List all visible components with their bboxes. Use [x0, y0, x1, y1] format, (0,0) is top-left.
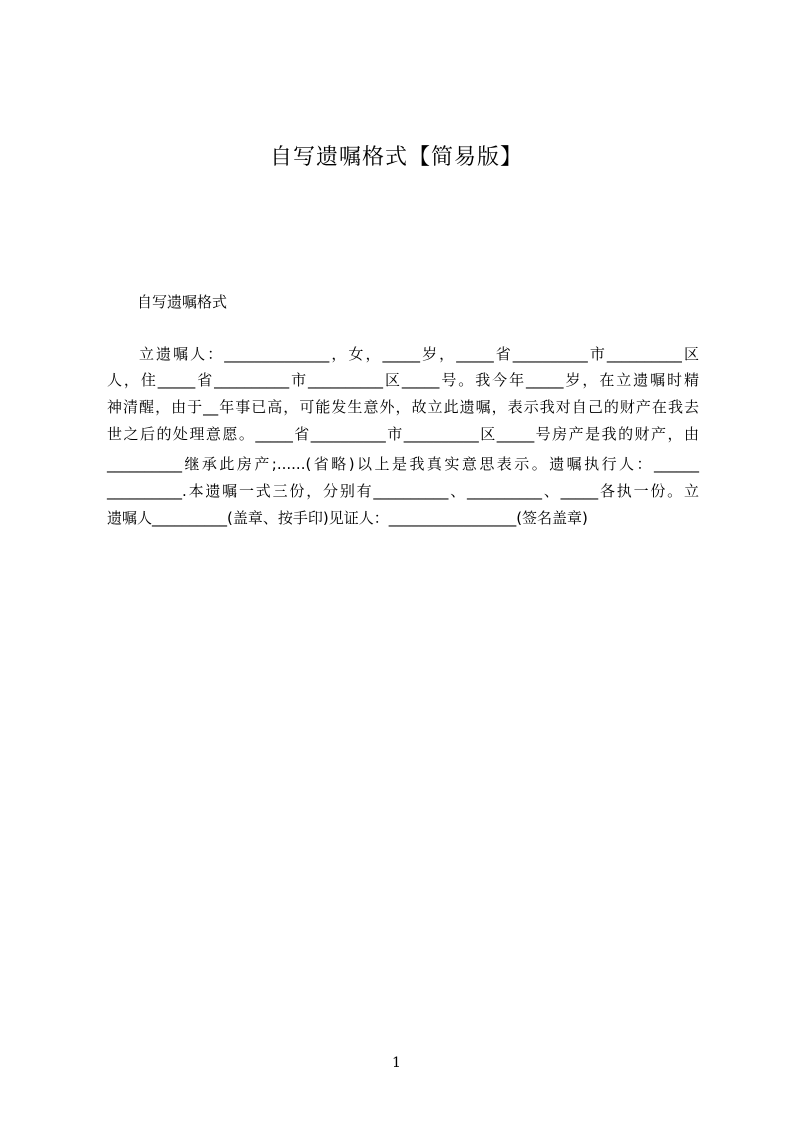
body-line: 人，住_____省__________市__________区_____号。我今年_____岁，在立遗嘱时精 [107, 371, 699, 389]
document-title: 自写遗嘱格式【简易版】 [269, 145, 523, 170]
page-number: 1 [392, 1055, 401, 1071]
body-line: 遗嘱人__________(盖章、按手印)见证人：_________________(签名盖章) [107, 509, 588, 527]
body-line: 世之后的处理意愿。_____省__________市__________区_____号房产是我的财产，由 [107, 425, 699, 443]
body-line: 立遗嘱人：______________，女，_____岁，_____省__________市__________区 [139, 345, 699, 363]
section-heading: 自写遗嘱格式 [137, 293, 228, 311]
body-line: __________继承此房产;......(省略)以上是我真实意思表示。遗嘱执行人：______ [107, 455, 699, 473]
body-line: __________.本遗嘱一式三份，分别有__________、__________、_____各执一份。立 [107, 482, 699, 500]
body-line: 神清醒，由于__年事已高，可能发生意外，故立此遗嘱，表示我对自己的财产在我去 [107, 398, 699, 416]
